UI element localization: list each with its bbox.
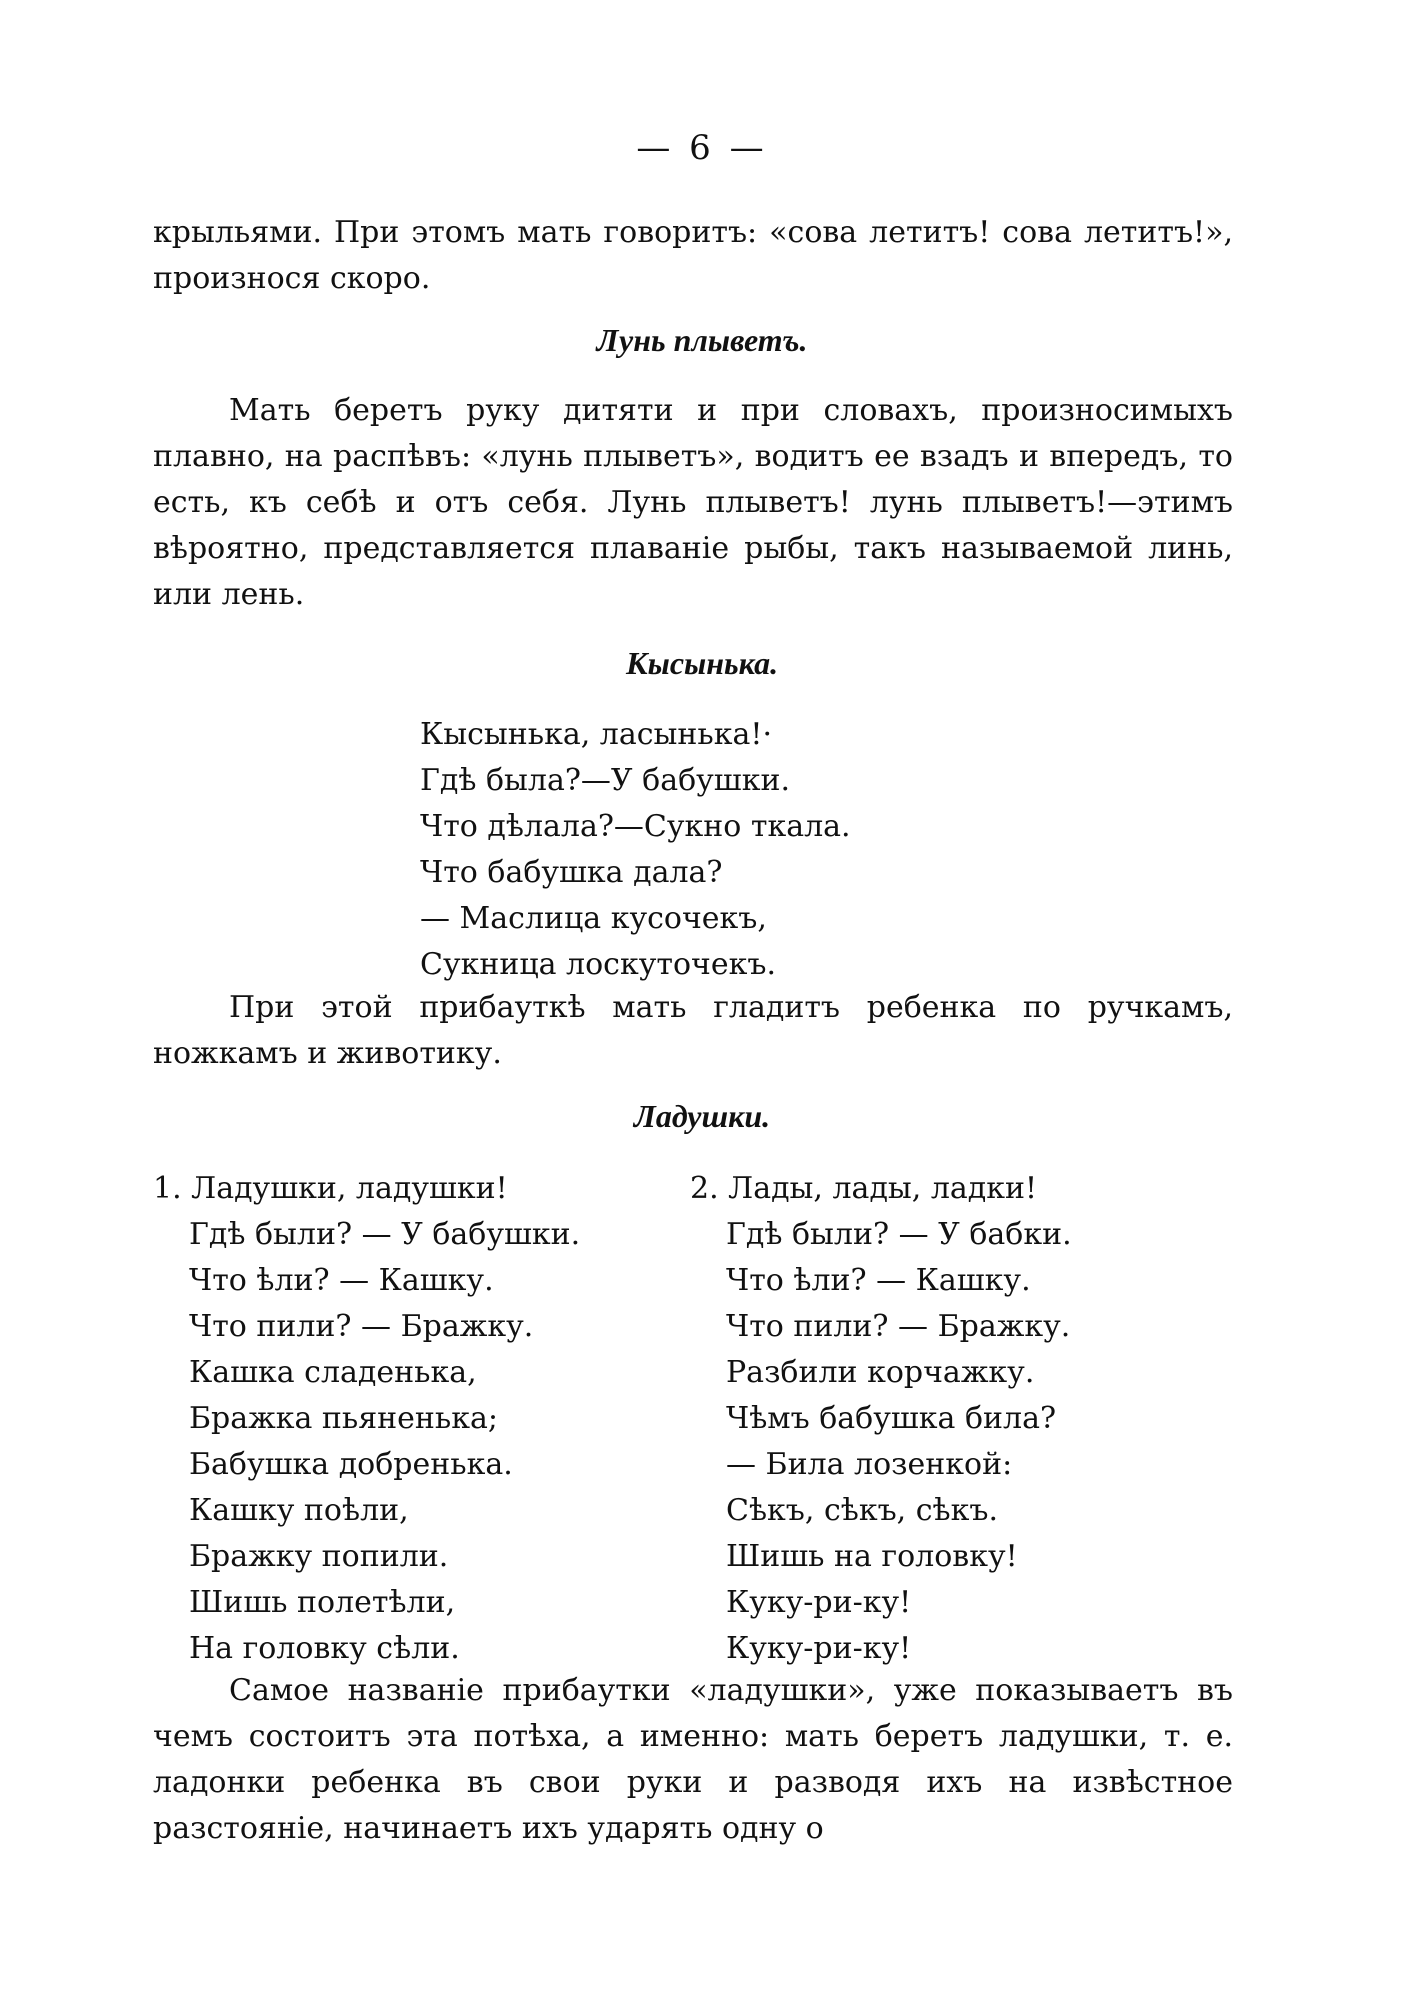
verse-line: Гдѣ были? — У бабки. [726,1217,1072,1252]
verse-line: Бражку попили. [189,1539,449,1574]
verse-line: — Маслица кусочекъ, [420,901,767,936]
verse-kysynka [420,712,851,988]
verse-line: Что ѣли? — Кашку. [189,1263,494,1298]
section-lun-body [153,388,1233,618]
paragraph-lun: Мать беретъ руку дитяти и при словахъ, произносимыхъ плавно, на распѣвъ: «лунь плыветъ», водитъ ее взадъ и впередъ, то есть, къ себѣ и отъ себя. Лунь плыветъ! лунь плыветъ!—этимъ вѣроятно, представляется плаванiе рыбы, такъ называемой линь, или лень. [153,393,1233,612]
verse-line: Гдѣ была?—У бабушки. [420,763,790,798]
verse-line: Шишь на головку! [726,1539,1018,1574]
section-heading-ladushki: Ладушки. [633,1098,771,1134]
verse-line: 1. Ладушки, ладушки! [153,1171,508,1206]
verse-line: Сукница лоскуточекъ. [420,947,777,982]
verse-line: 2. Лады, лады, ладки! [690,1171,1038,1206]
verse-ladushki-1 [153,1166,580,1672]
paragraph-kysynka: При этой прибауткѣ мать гладитъ ребенка по ручкамъ, ножкамъ и животику. [153,990,1233,1071]
verse-line: Бражка пьяненька; [189,1401,498,1436]
verse-line: — Била лозенкой: [726,1447,1013,1482]
verse-line: Куку-ри-ку! [726,1631,912,1666]
verse-line: Кашка сладенька, [189,1355,477,1390]
verse-line: Что бабушка дала? [420,855,723,890]
verse-line: Сѣкъ, сѣкъ, сѣкъ. [726,1493,999,1528]
section-heading-kysynka: Кысынька. [625,645,779,681]
verse-line: На головку сѣли. [189,1631,460,1666]
paragraph-ladushki: Самое названiе прибаутки «ладушки», уже показываетъ въ чемъ состоитъ эта потѣха, а именно: мать беретъ ладушки, т. е. ладонки ребенка въ свои руки и разводя ихъ на извѣстное разстоянiе, начинаетъ ихъ ударять одну о [153,1673,1233,1846]
intro-paragraph: крыльями. При этомъ мать говоритъ: «сова летитъ! сова летитъ!», произнося скоро. [153,215,1233,296]
section-ladushki-body [153,1668,1233,1852]
verse-ladushki-2 [690,1166,1072,1672]
verse-line: Что дѣлала?—Сукно ткала. [420,809,851,844]
verse-line: Куку-ри-ку! [726,1585,912,1620]
verse-line: Кашку поѣли, [189,1493,409,1528]
intro-text [153,210,1233,302]
page-number: — 6 — [636,128,768,168]
verse-line: Что пили? — Бражку. [189,1309,534,1344]
verse-line: Что ѣли? — Кашку. [726,1263,1031,1298]
verse-line: Шишь полетѣли, [189,1585,456,1620]
verse-line: Разбили корчажку. [726,1355,1035,1390]
section-kysynka-body [153,985,1233,1077]
section-heading-lun: Лунь плыветъ. [596,322,808,358]
verse-line: Кысынька, ласынька!· [420,717,772,752]
verse-line: Гдѣ были? — У бабушки. [189,1217,581,1252]
verse-line: Что пили? — Бражку. [726,1309,1071,1344]
verse-line: Бабушка добренька. [189,1447,513,1482]
verse-line: Чѣмъ бабушка била? [726,1401,1057,1436]
